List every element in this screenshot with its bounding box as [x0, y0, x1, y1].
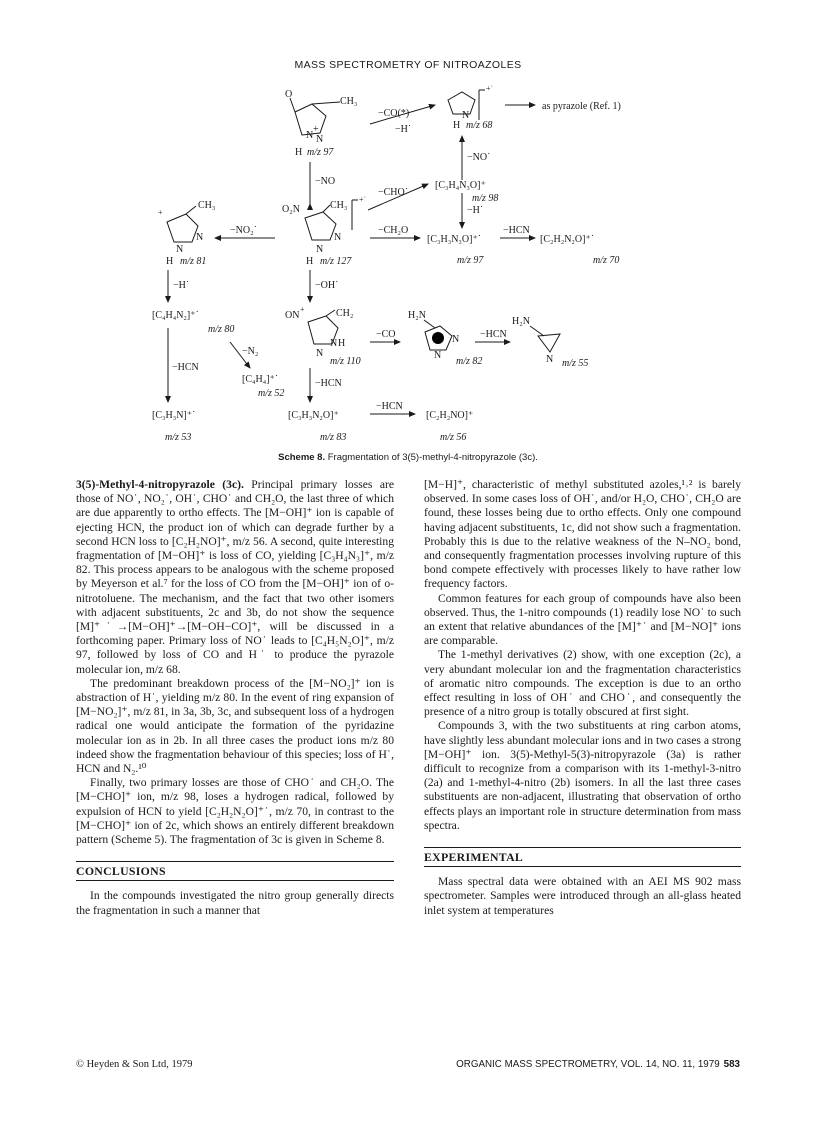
paragraph-conclusions: In the compounds investigated the nitro group generally directs the fragmentation in such a manner that [76, 889, 394, 917]
label-loss-oh: −OH˙ [315, 280, 339, 291]
structure-mz110 [285, 305, 353, 359]
svg-text:+: + [158, 208, 163, 217]
paragraph-no2-breakdown: The predominant breakdown process of the [M−NO₂]⁺ ion is abstraction of H˙, yielding m/z 80. In the event of ring expansion of [M−NO₂]⁺, m/z 81, in 3a, 3b, 3c, and subsequent loss of a hydrogen radical one would anticipate the formation of the pyridazine molecular ion as in 2b. In all three cases the product ions m/z 80 indeed show the fragmentation behaviour of this species; loss of H˙, HCN and N₂.¹⁰ [76, 676, 394, 776]
paragraph-continued: [M−H]⁺, characteristic of methyl substituted azoles,¹˒² is barely observed. In some cases loss of OH˙, and/or H₂O, CHO˙, CH₂O are found, these losses being due to ortho effects. Only one compound having adjacent substituents, 1c, did not show such a fragmentation. Probably this is due to the relative weakness of the N–NO₂ bond, and consequently fragmentation processes involving rupture of this bond compete effectively with processes likely to have rather low frequency factors. [424, 478, 741, 591]
paragraph-1-methyl: The 1-methyl derivatives (2) show, with one exception (2c), a very abundant molecular ion and the fragmentation characteristics of aromatic nitro compounds. The exception is due to an ortho effect resulting in loss of OH˙ and CHO˙, and consequently the presence of a nitro group is totally obscured at first sight. [424, 648, 741, 719]
paragraph-3c-title: 3(5)-Methyl-4-nitropyrazole (3c). [76, 478, 244, 491]
label-mz55: m/z 55 [562, 358, 589, 369]
svg-text:CH₃: CH₃ [198, 200, 216, 211]
svg-text:+: + [313, 124, 319, 135]
label-loss-hcn-center: −HCN [315, 378, 342, 389]
footer-journal [456, 1059, 740, 1070]
label-mz98: m/z 98 [472, 193, 499, 204]
svg-text:ON: ON [285, 310, 300, 321]
svg-text:N: N [434, 350, 442, 361]
svg-text:+˙: +˙ [359, 195, 367, 204]
svg-text:N: N [452, 334, 460, 345]
label-mz127: m/z 127 [320, 256, 352, 267]
label-loss-hcn-bottom: −HCN [376, 401, 403, 412]
label-mz80: m/z 80 [208, 324, 235, 335]
svg-text:N: N [334, 232, 342, 243]
label-loss-co: −CO(*) [378, 108, 410, 119]
svg-text:N: N [330, 338, 338, 349]
label-loss-cho: −CHO˙ [378, 187, 409, 198]
paragraph-experimental: Mass spectral data were obtained with an AEI MS 902 mass spectrometer. Samples were introduced through an all-glass heated inlet system at temperatures [424, 875, 741, 917]
structure-mz55 [512, 316, 560, 365]
label-mz97: m/z 97 [307, 147, 334, 158]
running-head: MASS SPECTROMETRY OF NITROAZOLES [294, 59, 522, 71]
svg-text:H: H [453, 120, 461, 131]
svg-text:N: N [462, 110, 470, 121]
label-mz68: m/z 68 [466, 120, 493, 131]
label-mz81: m/z 81 [180, 256, 207, 267]
label-loss-co-mid: −CO [376, 329, 396, 340]
label-loss-h-left: −H˙ [173, 280, 190, 291]
label-as-pyrazole: as pyrazole (Ref. 1) [542, 101, 621, 112]
svg-text:CH₃: CH₃ [330, 200, 348, 211]
right-column [424, 478, 741, 918]
svg-text:H: H [306, 256, 314, 267]
fragmentation-scheme [130, 80, 686, 470]
label-loss-hcn-2: −HCN [480, 329, 507, 340]
svg-text:H: H [295, 147, 303, 158]
svg-text:N: N [196, 232, 204, 243]
label-mz70: m/z 70 [593, 255, 620, 266]
footer-journal-name: ORGANIC MASS SPECTROMETRY, VOL. 14, NO. 11, 1979 [456, 1059, 720, 1070]
label-loss-n2: −N₂ [242, 346, 259, 357]
label-loss-no2: −NO₂˙ [230, 225, 257, 236]
paragraph-compounds-3: Compounds 3, with the two substituents at ring carbon atoms, have slightly less abundant molecular ions and in two cases a strong [M−OH]⁺ ion. 3(5)-Methyl-5(3)-nitropyrazole (3a) is rather difficult to recognize from a comparison with its 1-methyl-3-nitro (2a) and 1-methyl-4-nitro (2b) isomers. In all the last three cases substituents are non-adjacent, illustrating that observation of ortho effects plays an important role in structure determination from mass spectra. [424, 719, 741, 832]
ion-c3h3n: [C₃H₃N]⁺˙ [152, 410, 196, 421]
svg-text:N: N [316, 348, 324, 359]
svg-text:N: N [306, 130, 314, 141]
caption-text: Fragmentation of 3(5)-methyl-4-nitropyrazole (3c). [327, 452, 538, 463]
label-loss-h-mid: −H˙ [467, 205, 484, 216]
svg-text:N: N [546, 354, 554, 365]
ion-c3h3n3o: [C₃H₃N₃O]⁺˙ [427, 234, 482, 245]
label-mz52: m/z 52 [258, 388, 285, 399]
ion-c4h4: [C₄H₄]⁺˙ [242, 374, 279, 385]
label-loss-h-top: −H˙ [395, 124, 412, 135]
label-mz56: m/z 56 [440, 432, 467, 443]
svg-text:CH₃: CH₃ [340, 96, 358, 107]
label-loss-ch2o: −CH₂O [378, 225, 409, 236]
svg-text:H: H [166, 256, 174, 267]
scheme-caption [0, 452, 816, 463]
section-title-experimental: EXPERIMENTAL [424, 847, 741, 867]
page-number: 583 [723, 1059, 740, 1070]
svg-text:+: + [435, 335, 439, 343]
structure-mz82 [408, 310, 459, 361]
svg-text:+˙: +˙ [486, 84, 494, 93]
svg-text:N: N [316, 244, 324, 255]
svg-text:H₂N: H₂N [408, 310, 426, 321]
label-mz97b: m/z 97 [457, 255, 484, 266]
svg-text:H₂N: H₂N [512, 316, 530, 327]
svg-text:CH₂: CH₂ [336, 308, 354, 319]
svg-text:O₂N: O₂N [282, 204, 300, 215]
caption-label: Scheme 8. [278, 452, 326, 463]
label-loss-no: −NO [315, 176, 336, 187]
label-loss-hcn-1: −HCN [503, 225, 530, 236]
svg-text:N: N [316, 134, 324, 145]
footer-copyright: © Heyden & Son Ltd, 1979 [76, 1059, 193, 1070]
label-mz83: m/z 83 [320, 432, 347, 443]
svg-text:+: + [300, 305, 305, 314]
ion-c4h4n2: [C₄H₄N₂]⁺˙ [152, 310, 199, 321]
svg-text:N: N [176, 244, 184, 255]
label-mz110: m/z 110 [330, 356, 361, 367]
paragraph-common-features: Common features for each group of compounds have also been observed. Thus, the 1-nitro compounds (1) readily lose NO˙ to such an extent that relative abundances of the [M]⁺˙ and [M−NO]⁺ ions are comparable. [424, 591, 741, 648]
section-title-conclusions: CONCLUSIONS [76, 861, 394, 881]
label-loss-no-top: −NO˙ [467, 152, 491, 163]
ion-c2h2n2o: [C₂H₂N₂O]⁺˙ [540, 234, 595, 245]
paragraph-cho-losses: Finally, two primary losses are those of CHO˙ and CH₂O. The [M−CHO]⁺ ion, m/z 98, loses a hydrogen radical, followed by expulsion of HCN to yield [C₂H₂N₂O]⁺˙, m/z 70, in contrast to the [M−CHO]⁺ ion of 2c, which shows an entirely different breakdown pattern (Scheme 5). The fragmentation of 3c is given in Scheme 8. [76, 776, 394, 847]
left-column [76, 478, 394, 918]
label-mz82: m/z 82 [456, 356, 483, 367]
ion-c2h2no: [C₂H₂NO]⁺ [426, 410, 474, 421]
ion-c3h3n2o: [C₃H₃N₂O]⁺ [288, 410, 339, 421]
svg-text:O: O [285, 89, 293, 100]
ion-c3h4n3o: [C₃H₄N₃O]⁺ [435, 180, 486, 191]
label-mz53: m/z 53 [165, 432, 192, 443]
label-loss-hcn-left: −HCN [172, 362, 199, 373]
paragraph-3c [76, 478, 394, 677]
paragraph-3c-text: Principal primary losses are those of NO˙, NO₂˙, OH˙, CHO˙ and CH₂O, the last three of which are due apparently to ortho effects. The [M−OH]⁺ ion is capable of ejecting HCN, the product ion of which can degrade further by a second HCN loss to [C₂H₂NO]⁺, m/z 56. A second, quite interesting fragmentation of [M−OH]⁺ is loss of CO, yielding [C₃H₄N₃]⁺, m/z 82. This process appears to be analogous with the scheme proposed by Meyerson et al.⁷ for the loss of CO from the [M−OH]⁺ ion of o-nitrotoluene. The mechanism, and the fact that two other isomers with adjacent substituents, 2c and 3b, do not show the sequence [M]⁺˙→[M−OH]⁺→[M−OH−CO]⁺, will be discussed in a forthcoming paper. Primary loss of NO˙ leads to [C₄H₅N₂O]⁺, m/z 97, followed by loss of CO and H˙ to produce the pyrazole molecular ion, m/z 68. [76, 478, 394, 676]
svg-text:H: H [338, 338, 346, 349]
